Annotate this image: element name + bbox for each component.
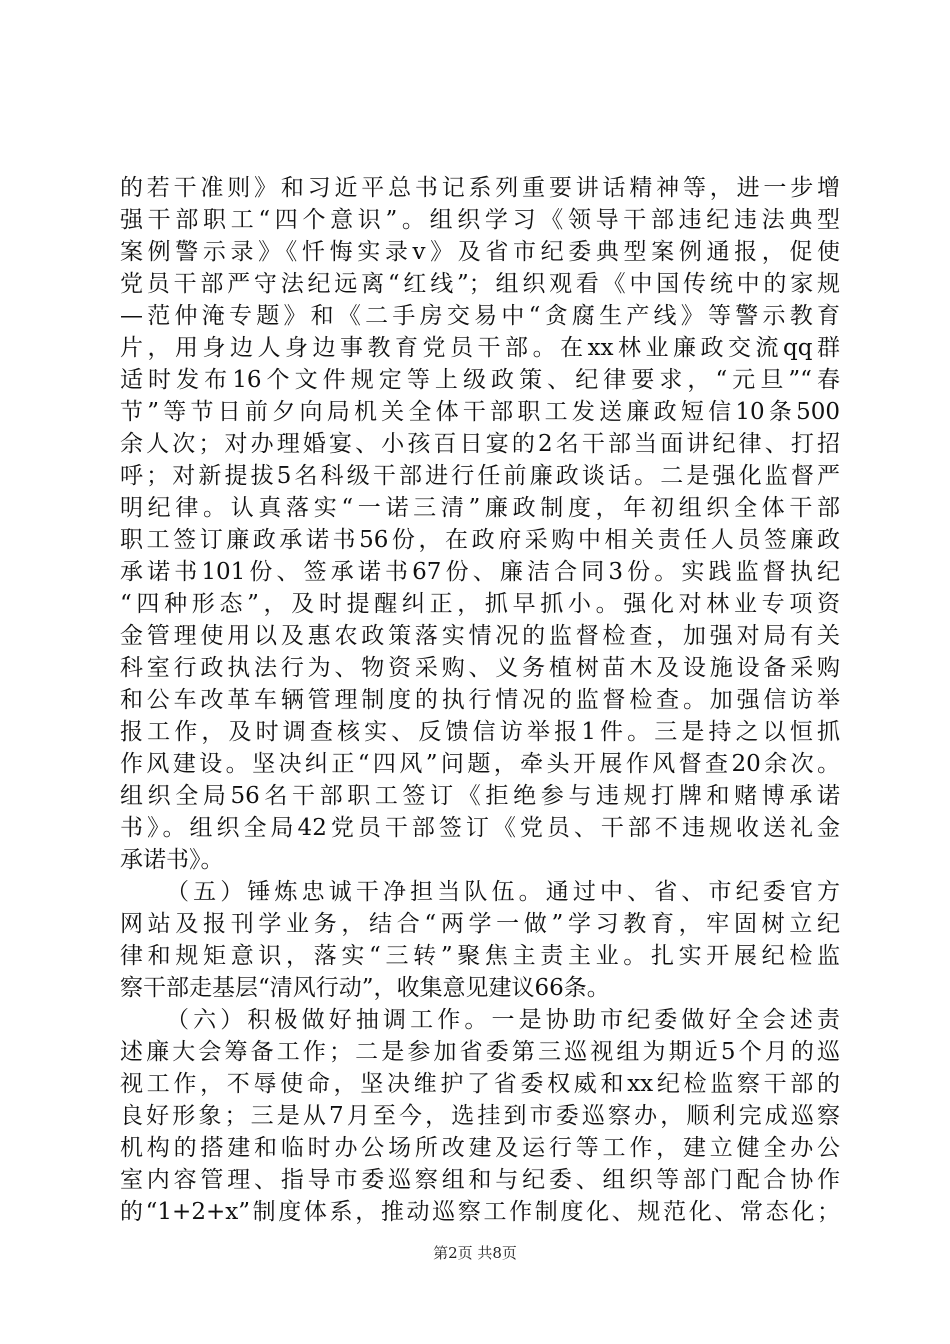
text-line: 强干部职工“四个意识”。组织学习《领导干部违纪违法典型 xyxy=(120,207,840,233)
text-line: 职工签订廉政承诺书56份，在政府采购中相关责任人员签廉政 xyxy=(120,527,840,553)
text-line: 的“1+2+x”制度体系，推动巡察工作制度化、规范化、常态化； xyxy=(120,1199,840,1225)
text-line: 承诺书》。 xyxy=(120,847,224,873)
text-line: 视工作，不辱使命，坚决维护了省委权威和xx纪检监察干部的 xyxy=(120,1071,840,1097)
text-line: 承诺书101份、签承诺书67份、廉洁合同3份。实践监督执纪 xyxy=(120,559,840,585)
text-line: 适时发布16个文件规定等上级政策、纪律要求，“元旦”“春 xyxy=(120,367,840,393)
text-line: 机构的搭建和临时办公场所改建及运行等工作，建立健全办公 xyxy=(120,1135,840,1161)
text-line: 明纪律。认真落实“一诺三清”廉政制度，年初组织全体干部 xyxy=(120,495,840,521)
page-footer xyxy=(0,1242,950,1263)
text-line: 网站及报刊学业务，结合“两学一做”学习教育，牢固树立纪 xyxy=(120,911,840,937)
document-body xyxy=(120,172,840,1228)
text-line: 报工作，及时调查核实、反馈信访举报1件。三是持之以恒抓 xyxy=(120,719,840,745)
text-line: 余人次；对办理婚宴、小孩百日宴的2名干部当面讲纪律、打招 xyxy=(120,431,840,457)
text-line: 书》。组织全局42党员干部签订《党员、干部不违规收送礼金 xyxy=(120,815,840,841)
text-line: 节”等节日前夕向局机关全体干部职工发送廉政短信10条500 xyxy=(120,399,840,425)
page-number-label: 第2页 共8页 xyxy=(433,1244,517,1262)
text-line: 作风建设。坚决纠正“四风”问题，牵头开展作风督查20余次。 xyxy=(120,751,840,777)
text-line: 良好形象；三是从7月至今，选挂到市委巡察办，顺利完成巡察 xyxy=(120,1103,840,1129)
text-line: 室内容管理、指导市委巡察组和与纪委、组织等部门配合协作 xyxy=(120,1167,840,1193)
text-line: 片，用身边人身边事教育党员干部。在xx林业廉政交流qq群 xyxy=(120,335,840,361)
text-line: 案例警示录》《忏悔实录ⅴ》及省市纪委典型案例通报，促使 xyxy=(120,239,840,265)
text-line: 金管理使用以及惠农政策落实情况的监督检查，加强对局有关 xyxy=(120,623,840,649)
text-line: “四种形态”，及时提醒纠正，抓早抓小。强化对林业专项资 xyxy=(120,591,840,617)
text-line: 党员干部严守法纪远离“红线”；组织观看《中国传统中的家规 xyxy=(120,271,840,297)
text-line: 和公车改革车辆管理制度的执行情况的监督检查。加强信访举 xyxy=(120,687,840,713)
text-line: 组织全局56名干部职工签订《拒绝参与违规打牌和赌博承诺 xyxy=(120,783,840,809)
text-line: 的若干准则》和习近平总书记系列重要讲话精神等，进一步增 xyxy=(120,175,840,201)
text-line: 察干部走基层“清风行动”，收集意见建议66条。 xyxy=(120,975,610,1001)
text-line: 律和规矩意识，落实“三转”聚焦主责主业。扎实开展纪检监 xyxy=(120,943,840,969)
text-line: 述廉大会筹备工作；二是参加省委第三巡视组为期近5个月的巡 xyxy=(120,1039,840,1065)
paragraph-heading-line: （六）积极做好抽调工作。一是协助市纪委做好全会述责 xyxy=(166,1007,840,1033)
text-line: 科室行政执法行为、物资采购、义务植树苗木及设施设备采购 xyxy=(120,655,840,681)
paragraph-heading-line: （五）锤炼忠诚干净担当队伍。通过中、省、市纪委官方 xyxy=(166,879,840,905)
text-line: —范仲淹专题》和《二手房交易中“贪腐生产线》等警示教育 xyxy=(120,303,840,329)
text-line: 呼；对新提拔5名科级干部进行任前廉政谈话。二是强化监督严 xyxy=(120,463,840,489)
